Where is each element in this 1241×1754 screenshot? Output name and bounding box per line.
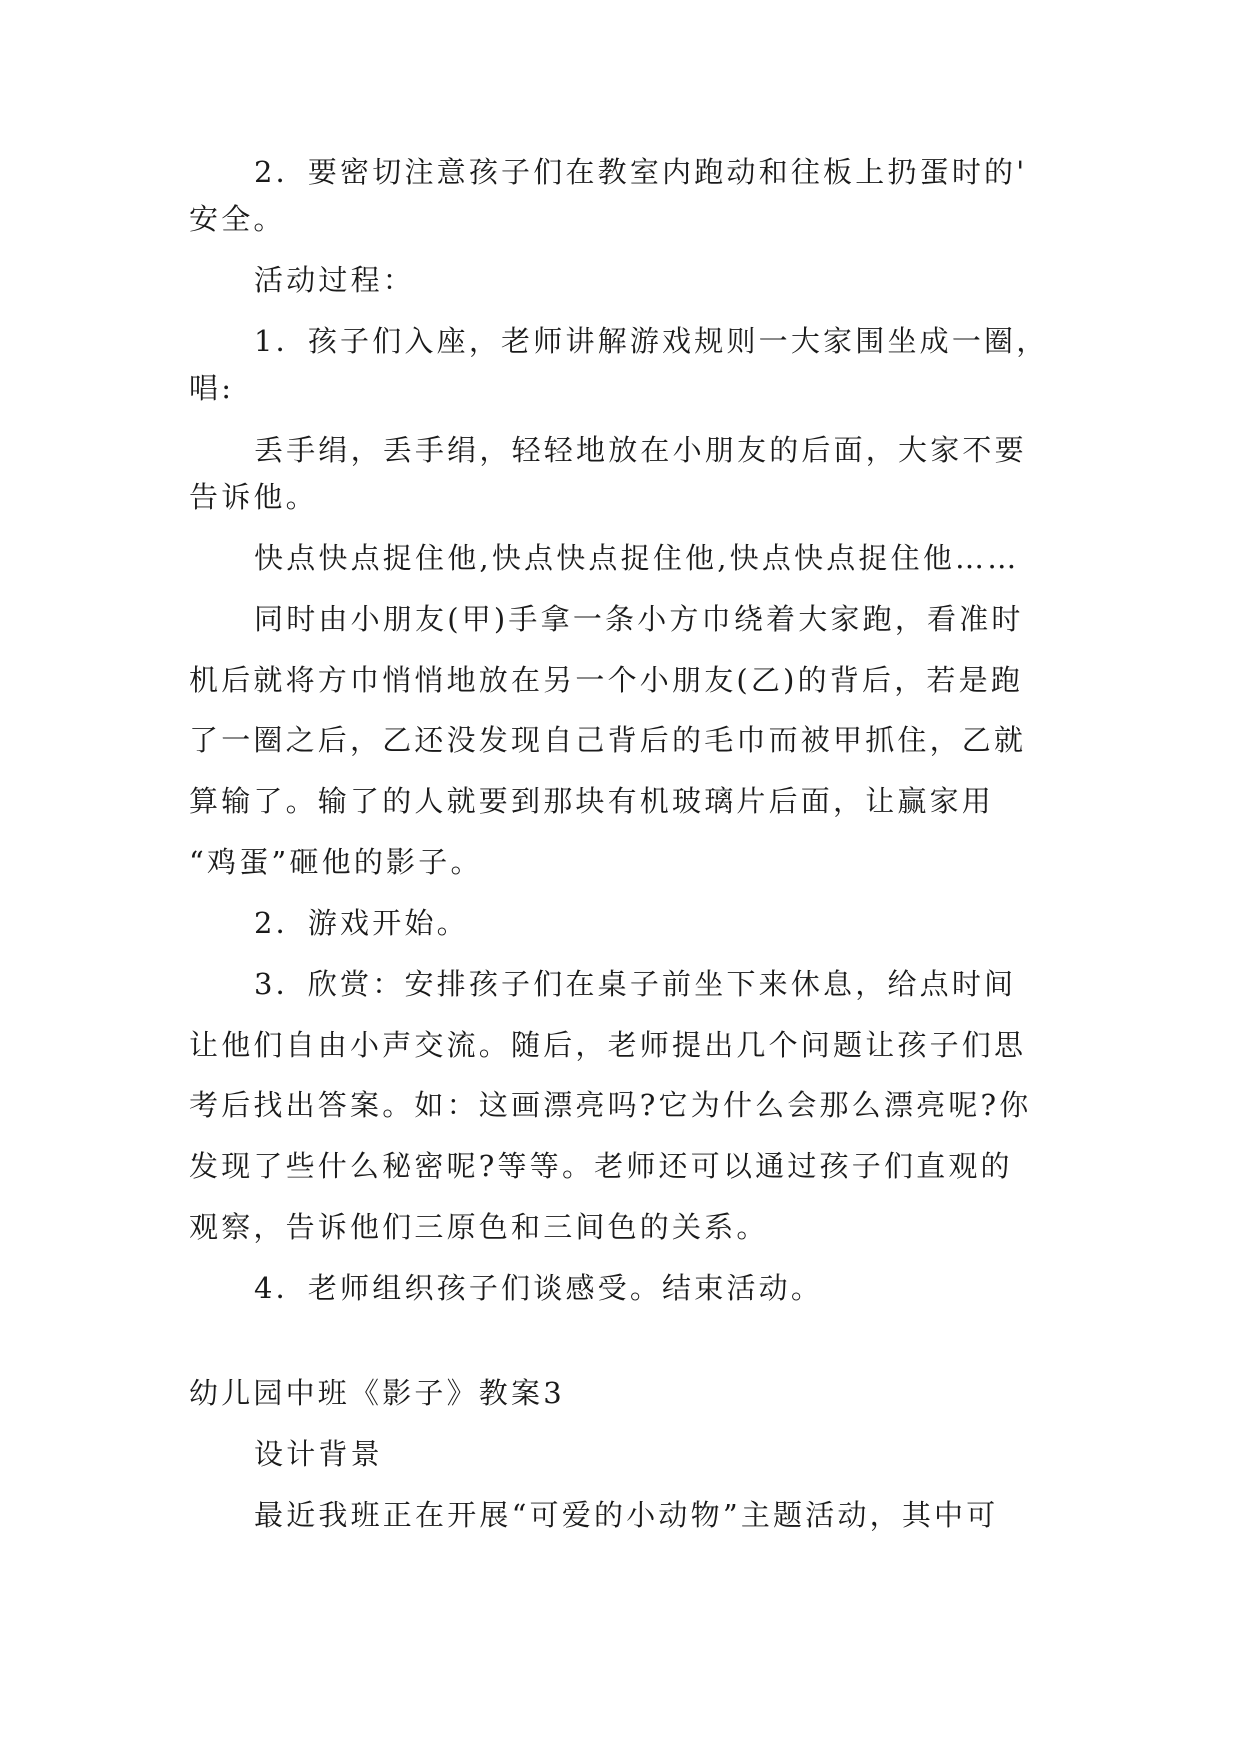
paragraph-line: 丢手绢，丢手绢，轻轻地放在小朋友的后面，大家不要: [254, 433, 1027, 467]
paragraph-line: 2．要密切注意孩子们在教室内跑动和往板上扔蛋时的': [254, 155, 1028, 189]
paragraph-line: 机后就将方巾悄悄地放在另一个小朋友(乙)的背后，若是跑: [189, 663, 1024, 697]
paragraph-line: 唱:: [189, 371, 235, 405]
paragraph-line: 让他们自由小声交流。随后，老师提出几个问题让孩子们思: [189, 1028, 1027, 1062]
paragraph-line: 告诉他。: [189, 480, 318, 514]
paragraph-line: 4．老师组织孩子们谈感受。结束活动。: [254, 1271, 824, 1305]
paragraph-line: 同时由小朋友(甲)手拿一条小方巾绕着大家跑，看准时: [254, 602, 1024, 636]
paragraph-line: 2．游戏开始。: [254, 906, 469, 940]
section-heading: 幼儿园中班《影子》教案3: [189, 1376, 565, 1410]
paragraph-line: 最近我班正在开展“可爱的小动物”主题活动，其中可: [254, 1498, 999, 1532]
paragraph-line: 了一圈之后，乙还没发现自己背后的毛巾而被甲抓住，乙就: [189, 723, 1027, 757]
paragraph-line: 活动过程：: [254, 263, 416, 297]
paragraph-line: 快点快点捉住他,快点快点捉住他,快点快点捉住他……: [254, 541, 1020, 575]
paragraph-line: 3．欣赏：安排孩子们在桌子前坐下来休息，给点时间: [254, 967, 1017, 1001]
paragraph-line: 发现了些什么秘密呢?等等。老师还可以通过孩子们直观的: [189, 1149, 1013, 1183]
paragraph-line: 安全。: [189, 202, 286, 236]
paragraph-line: 1．孩子们入座，老师讲解游戏规则一大家围坐成一圈，: [254, 324, 1049, 358]
subheading: 设计背景: [254, 1437, 383, 1471]
paragraph-line: 观察，告诉他们三原色和三间色的关系。: [189, 1210, 769, 1244]
paragraph-line: 考后找出答案。如：这画漂亮吗?它为什么会那么漂亮呢?你: [189, 1088, 1032, 1122]
paragraph-line: “鸡蛋”砸他的影子。: [189, 845, 483, 879]
paragraph-line: 算输了。输了的人就要到那块有机玻璃片后面，让赢家用: [189, 784, 995, 818]
